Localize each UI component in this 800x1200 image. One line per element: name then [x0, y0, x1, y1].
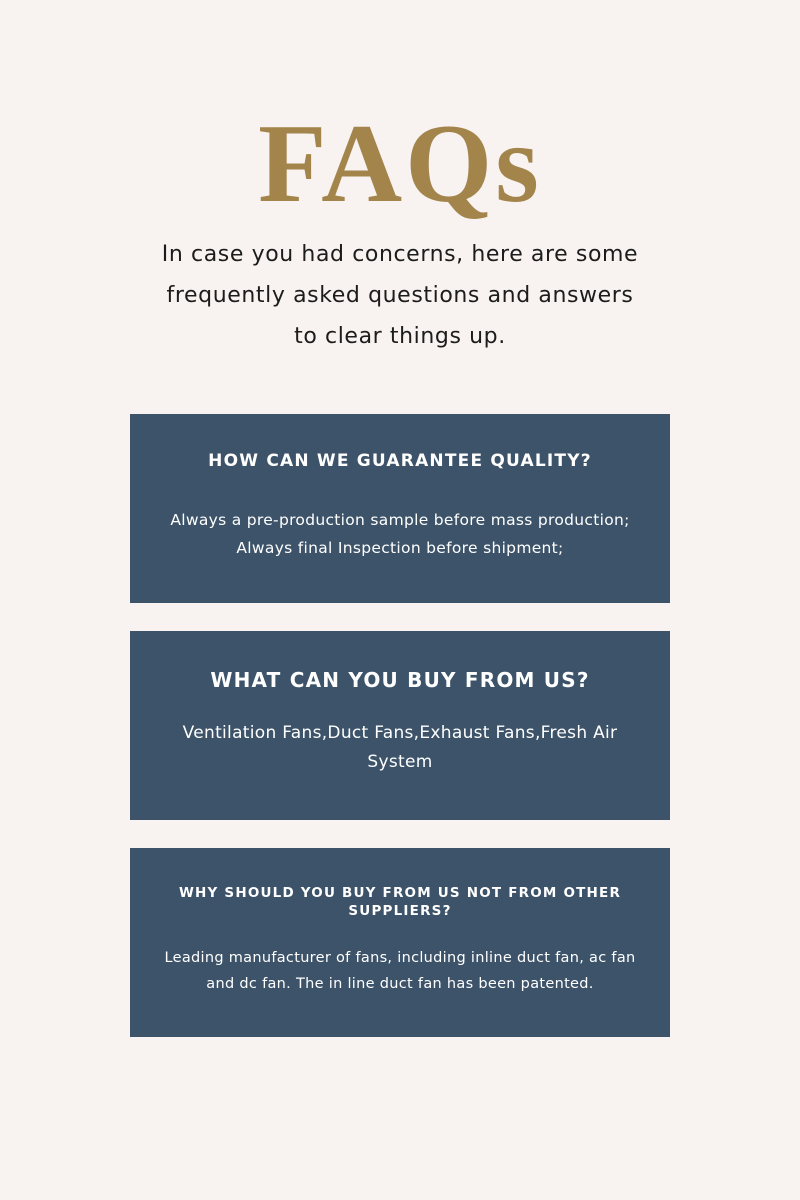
faq-answer-line: Always final Inspection before shipment;: [236, 539, 564, 557]
faq-question-line: SUPPLIERS?: [348, 903, 452, 919]
faq-answer-line: Ventilation Fans,Duct Fans,Exhaust Fans,Fresh Air: [182, 723, 618, 743]
intro-line: In case you had concerns, here are some: [161, 242, 639, 267]
faq-answer-line: Always a pre-production sample before mass production;: [170, 511, 630, 529]
faq-card-products: [130, 631, 670, 820]
faq-answer: [150, 945, 650, 997]
faq-question: HOW CAN WE GUARANTEE QUALITY?: [208, 451, 592, 471]
faq-question-line: WHY SHOULD YOU BUY FROM US NOT FROM OTHER: [178, 885, 622, 901]
faq-card-why-us: [130, 848, 670, 1037]
faq-question: [170, 884, 630, 920]
intro-line: frequently asked questions and answers: [166, 283, 634, 308]
page-title: FAQs: [258, 102, 542, 226]
faq-answer: [150, 506, 650, 562]
faq-question: WHAT CAN YOU BUY FROM US?: [210, 668, 590, 692]
faq-answer: [150, 719, 650, 777]
intro-line: to clear things up.: [294, 324, 506, 349]
faq-answer-line: and dc fan. The in line duct fan has been patented.: [206, 976, 594, 992]
faq-card-quality: [130, 414, 670, 603]
faq-answer-line: System: [367, 752, 433, 772]
faq-answer-line: Leading manufacturer of fans, including inline duct fan, ac fan: [164, 950, 636, 966]
intro-text: [100, 234, 700, 357]
